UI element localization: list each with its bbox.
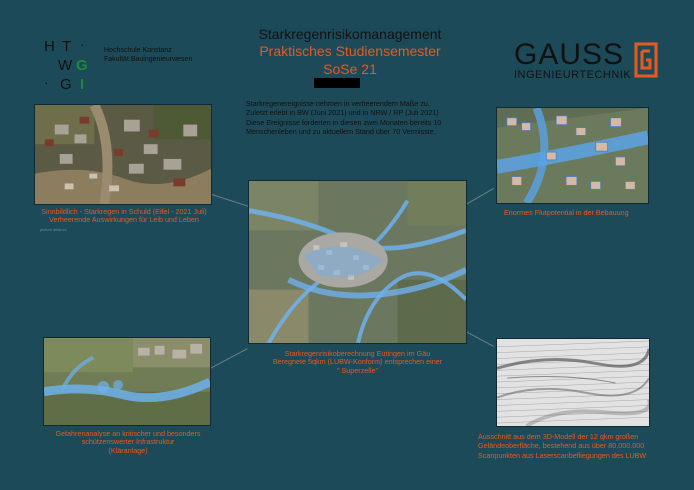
klaeranlage-caption [30, 430, 226, 455]
eutingen-caption-line: Beregnete 5qkm (LUBW-Konform) entsprechen einer [272, 357, 443, 367]
terrain-caption-line: Ausschnitt aus dem 3D-Modell der 12 qkm großen [478, 432, 639, 441]
title-main: Starkregenrisikomanagement [258, 26, 442, 42]
eutingen-simulation-map [248, 180, 467, 344]
schuld-caption-line: Verheerende Auswirkungen für Leib und Leben [49, 215, 199, 225]
klaeranlage-caption-line: Gefahrenanalyse an kritischer und besonders [55, 429, 201, 438]
gauss-emblem-icon [634, 42, 658, 78]
intro-line: Zuletzt erlebt in BW (Juni 2021) und in NRW / RP (Juli 2021) [246, 108, 439, 118]
eutingen-caption-line: " Superzelle" [336, 365, 379, 375]
connector-line [464, 330, 494, 347]
klaeranlage-caption-line: (Kläranlage) [108, 445, 148, 455]
intro-line: Starkregenereignisse nehmen in verheerendem Maße zu. [246, 99, 430, 108]
flood-buildings-map [496, 107, 649, 204]
terrain-caption [478, 432, 646, 460]
htwg-dot: · [44, 74, 49, 90]
terrain-caption-line: Scanpunkten aus Laserscanbefliegungen des LUBW [478, 450, 647, 460]
klaeranlage-map [43, 337, 211, 426]
gauss-logo-name: GAUSS [514, 38, 625, 71]
htwg-letter-h: H [44, 38, 55, 55]
terrain-caption-line: Geländeoberfläche, bestehend aus über 80.000.000 [478, 441, 645, 451]
schuld-caption [24, 208, 224, 225]
gauss-logo-sub: INGENIEURTECHNIK [514, 69, 632, 81]
htwg-logo [42, 38, 96, 96]
connector-line [212, 194, 250, 207]
connector-line [464, 188, 494, 206]
title-semester: SoSe 21 [323, 61, 377, 77]
htwg-dot: · [80, 36, 85, 52]
photo-credit: picture alliance [40, 227, 67, 232]
title-sub: Praktisches Studiensemester [259, 43, 441, 59]
htwg-letter-g: G [60, 76, 72, 93]
htwg-letter-t: T [62, 38, 72, 55]
htwg-letter-w: W [58, 57, 73, 74]
redacted-bar [314, 78, 360, 88]
schuld-flood-photo [34, 104, 212, 205]
eutingen-caption-line: Starkregenrisikoberechnung Eutingen im Gäu [284, 349, 431, 358]
eutingen-caption [248, 350, 467, 375]
schuld-caption-line: Sinnbildlich - Starkregen in Schuld (Eifel - 2021 Juli) [41, 207, 207, 216]
terrain-3d-model [496, 338, 650, 427]
htwg-letter-g-green: G [76, 57, 88, 74]
intro-line: Diese Ereignisse forderten in diesen zwei Monaten bereits 10 [246, 117, 442, 127]
htwg-letter-i-green: I [80, 76, 85, 93]
htwg-name-line2: Fakultät Bauingenieurwesen [104, 56, 193, 63]
klaeranlage-caption-line: schützenswerter Infrastruktur [81, 437, 175, 447]
htwg-name-line1: Hochschule Konstanz [104, 47, 172, 54]
intro-line: Menschenleben und zu aktuellem Stand über 70 Vermisste. [246, 127, 436, 137]
connector-line [210, 348, 248, 369]
flood-buildings-caption: Enormes Flutpotential in der Bebauung [504, 208, 629, 217]
intro-text [246, 99, 441, 136]
